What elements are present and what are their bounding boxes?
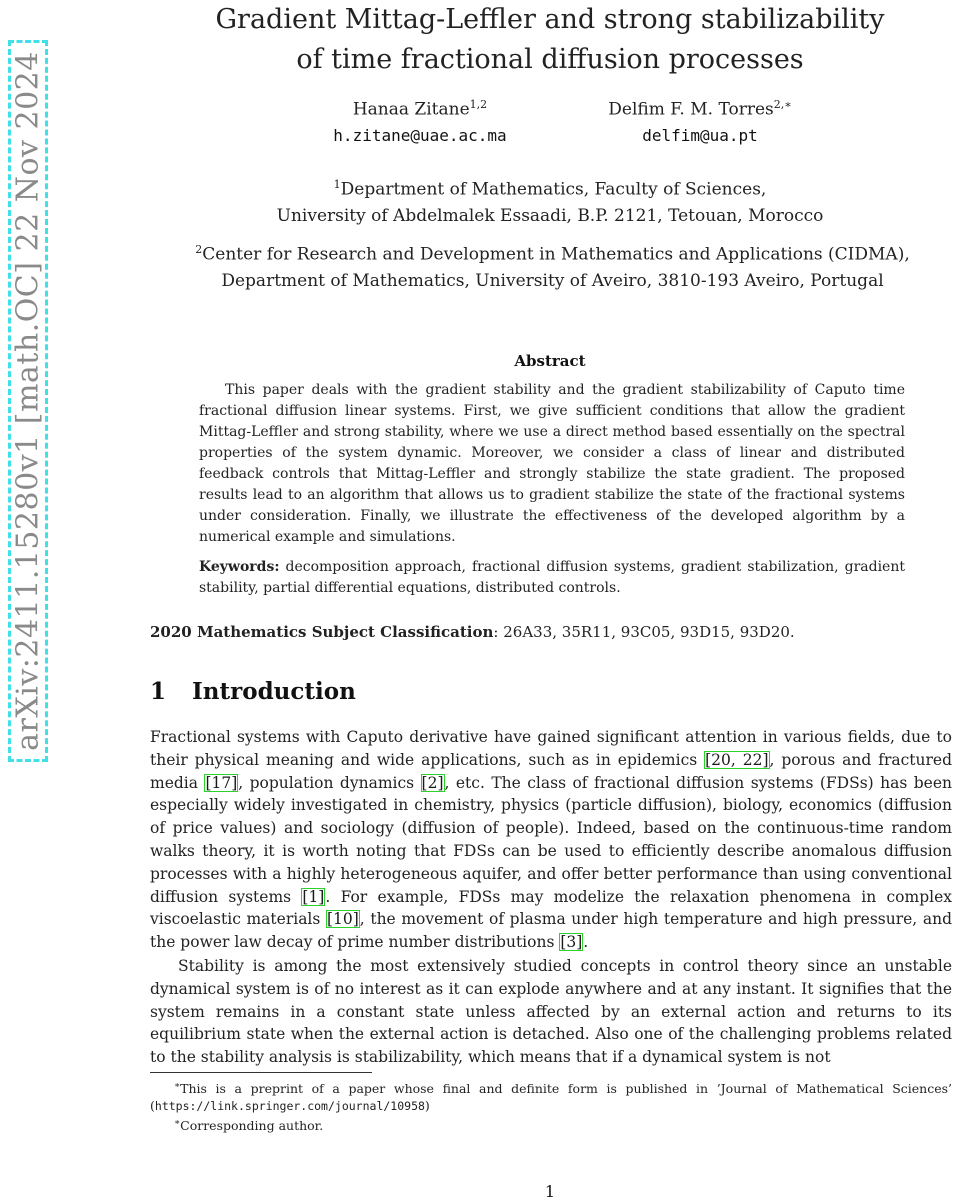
section-number: 1 [150,678,167,705]
title-line-1: Gradient Mittag-Leffler and strong stabilizability [215,4,885,35]
abstract-text: This paper deals with the gradient stability and the gradient stabilizability of Caputo time fractional diffusion linear systems. First, we give sufficient conditions that allow the gradient Mittag-Leffler and strong stability, where we use a direct method based essentially on the spectral properties of the system dynamic. Moreover, we consider a class of linear and distributed feedback controls that Mittag-Leffler and strongly stabilize the state gradient. The proposed results lead to an algorithm that allows us to gradient stabilize the state of the fractional systems under consideration. Finally, we illustrate the effectiveness of the developed algorithm by a numerical example and simulations. [199,382,905,545]
footnote-1-text: This is a preprint of a paper whose final and definite form is published in ’Journal of Mathematical Sciences’ ( [150,1081,952,1114]
author-1-name: Hanaa Zitane [352,99,470,120]
section-heading [150,678,356,705]
footnote-2 [150,1115,952,1134]
affiliation-2-sup: 2 [195,243,203,256]
para1-text-6: , the movement of plasma under high temperature and high pressure, and the power law decay of prime number distributions [150,910,952,952]
citation-link[interactable]: [10] [326,910,359,929]
para1-text-7: . [583,933,589,952]
author-2-name: Delfim F. M. Torres [608,99,774,120]
footnote-1 [150,1078,952,1115]
affiliation-2-line-2: Department of Mathematics, University of Aveiro, 3810-193 Aveiro, Portugal [221,270,884,291]
para1-text-3: , population dynamics [238,773,421,792]
msc-classification [150,623,950,641]
citation-link[interactable]: [20, 22] [705,750,769,769]
affiliation-1-line-2: University of Abdelmalek Essaadi, B.P. 2121, Tetouan, Morocco [276,205,824,226]
footnote-2-mark: ∗ [174,1118,181,1128]
citation-link[interactable]: [1] [302,887,325,906]
footnote-1-mark: ∗ [174,1081,181,1091]
abstract-heading: Abstract [514,352,586,370]
citation-link[interactable]: [3] [560,933,583,952]
title-line-2: of time fractional diffusion processes [296,44,804,75]
citation-link[interactable]: [17] [205,773,238,792]
author-2-email[interactable]: delfim@ua.pt [642,125,758,145]
msc-codes: : 26A33, 35R11, 93C05, 93D15, 93D20. [493,623,795,641]
affiliation-2 [140,237,965,294]
author-1-email[interactable]: h.zitane@uae.ac.ma [333,125,507,145]
para1-text-4: , etc. The class of fractional diffusion systems (FDSs) has been especially widely investigated in chemistry, physics (particle diffusion), biology, economics (diffusion of price values) and sociology (diffusion of people). Indeed, based on the continuous-time random walks theory, it is worth noting that FDSs can be used to efficiently describe anomalous diffusion processes with a highly heterogeneous aquifer, and offer better performance than using conventional diffusion systems [150,773,953,906]
page-number: 1 [544,1182,556,1201]
author-1-sup: 1,2 [469,98,488,111]
author-1 [290,98,550,145]
msc-label: 2020 Mathematics Subject Classification [150,623,494,641]
journal-url-link[interactable]: https://link.springer.com/journal/10958 [154,1099,425,1114]
footnote-2-text: Corresponding author. [180,1118,324,1134]
paper-title [150,0,950,80]
arxiv-identifier[interactable]: arXiv:2411.15280v1 [math.OC] 22 Nov 2024 [10,51,46,751]
affiliation-1 [150,172,950,229]
keywords-label: Keywords: [199,559,280,575]
affiliation-1-sup: 1 [333,178,341,191]
affiliation-1-line-1: Department of Mathematics, Faculty of Sciences, [340,179,767,200]
author-2 [570,98,830,145]
keywords-list: decomposition approach, fractional diffusion systems, gradient stabilization, gradient stability, partial differential equations, distributed controls. [199,559,905,596]
keywords [199,557,905,599]
para1-text-5: . For example, FDSs may modelize the relaxation phenomena in complex viscoelastic materials [150,887,952,929]
para1-text-2: , porous and fractured media [150,750,952,792]
citation-link[interactable]: [2] [421,773,444,792]
affiliation-2-line-1: Center for Research and Development in Mathematics and Applications (CIDMA), [202,244,910,265]
section-title: Introduction [192,678,356,705]
para1-text-1: Fractional systems with Caputo derivative have gained significant attention in various fields, due to their physical meaning and wide applications, such as in epidemics [150,728,952,769]
footnote-1-end: ) [424,1098,430,1114]
intro-paragraph-1 [150,726,952,954]
intro-paragraph-2: Stability is among the most extensively studied concepts in control theory since an unstable dynamical system is of no interest as it can explode anywhere and at any instant. It signifies that the system remains in a constant state unless affected by an external action and returns to its equilibrium state when the external action is detached. Also one of the challenging problems related to the stability analysis is stabilizability, which means that if a dynamical system is not [150,957,952,1067]
author-2-sup: 2,∗ [773,98,792,111]
footnote-rule [150,1072,372,1073]
